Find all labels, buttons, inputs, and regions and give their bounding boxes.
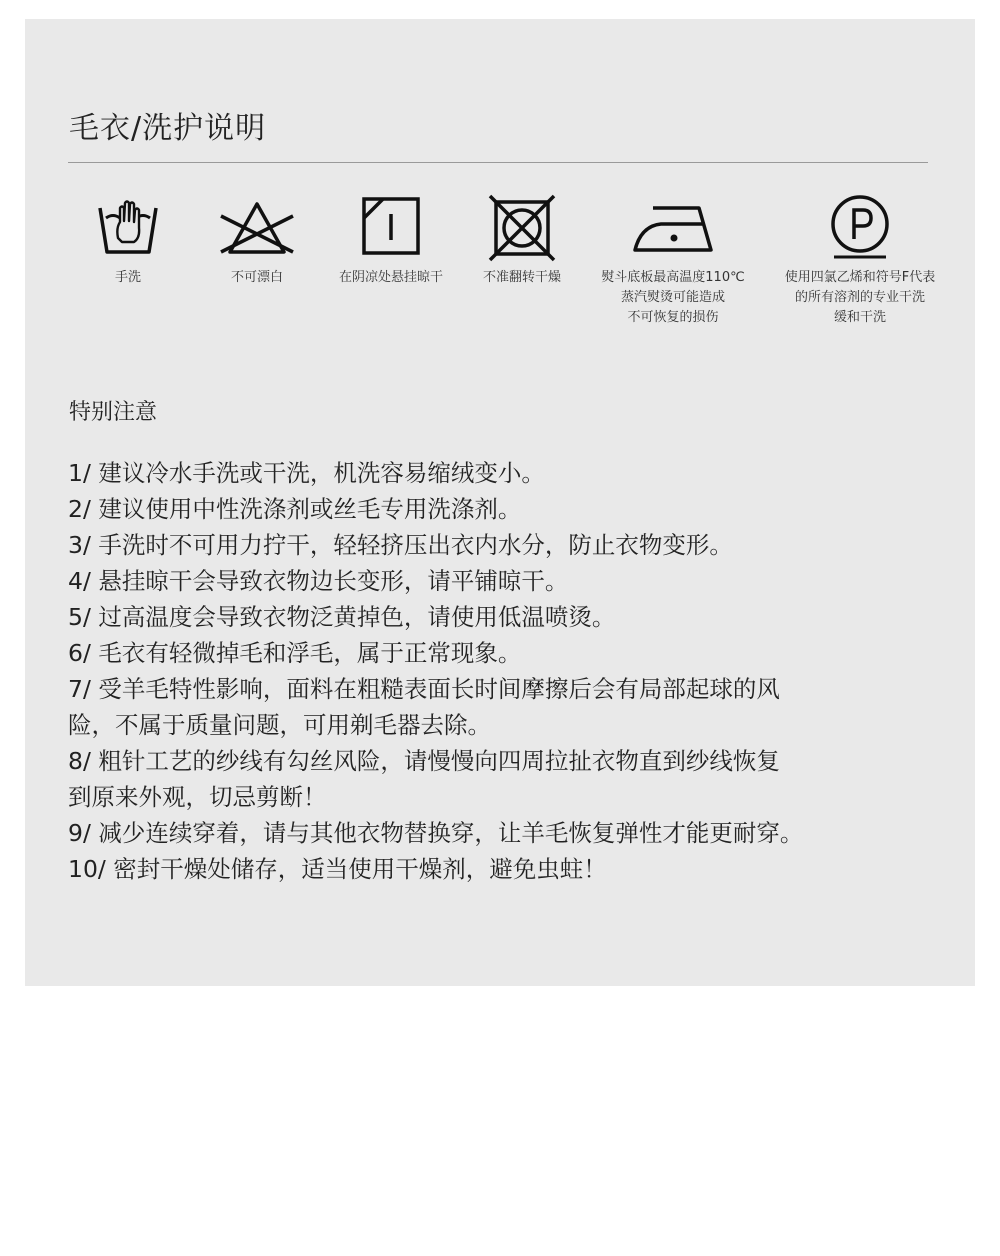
note-line: 3/ 手洗时不可用力拧干，轻轻挤压出衣内水分，防止衣物变形。 — [68, 531, 733, 559]
hand-wash-icon — [96, 194, 160, 256]
notes-title: 特别注意 — [69, 400, 158, 425]
no-bleach-icon — [218, 194, 296, 256]
note-line: 5/ 过高温度会导致衣物泛黄掉色，请使用低温喷烫。 — [68, 603, 616, 631]
care-icons-row — [25, 194, 975, 354]
care-item-hand-wash — [68, 194, 188, 288]
note-line: 6/ 毛衣有轻微掉毛和浮毛，属于正常现象。 — [68, 639, 522, 667]
note-line: 8/ 粗针工艺的纱线有勾丝风险，请慢慢向四周拉扯衣物直到纱线恢复 — [68, 747, 780, 775]
care-item-dry-clean-p — [765, 194, 955, 328]
care-label-no-tumble-dry: 不准翻转干燥 — [482, 270, 561, 285]
note-line: 7/ 受羊毛特性影响，面料在粗糙表面长时间摩擦后会有局部起球的风 — [68, 675, 780, 703]
note-line: 9/ 减少连续穿着，请与其他衣物替换穿，让羊毛恢复弹性才能更耐穿。 — [68, 819, 804, 847]
care-label-dry-clean-p: 使用四氯乙烯和符号F代表 的所有溶剂的专业干洗 缓和干洗 — [784, 270, 936, 325]
care-label-no-bleach: 不可漂白 — [230, 270, 283, 285]
dry-clean-p-icon — [828, 194, 892, 260]
note-line: 到原来外观，切忌剪断！ — [68, 783, 327, 811]
care-item-no-tumble-dry — [462, 194, 582, 288]
note-line: 4/ 悬挂晾干会导致衣物边长变形，请平铺晾干。 — [68, 567, 569, 595]
page-title: 毛衣/洗护说明 — [69, 111, 267, 146]
note-line: 险，不属于质量问题，可用剃毛器去除。 — [68, 711, 491, 739]
low-iron-icon — [631, 194, 715, 256]
shade-hang-dry-icon — [359, 194, 423, 256]
care-item-low-iron — [583, 194, 763, 328]
care-label-shade-hang-dry: 在阴凉处悬挂晾干 — [338, 270, 443, 285]
no-tumble-dry-icon — [488, 194, 556, 262]
care-item-shade-hang-dry — [325, 194, 457, 288]
note-line: 2/ 建议使用中性洗涤剂或丝毛专用洗涤剂。 — [68, 495, 522, 523]
care-label-hand-wash: 手洗 — [114, 270, 141, 285]
note-line: 10/ 密封干燥处储存，适当使用干燥剂，避免虫蛀！ — [68, 855, 607, 883]
divider — [68, 162, 928, 163]
care-instructions-panel — [25, 19, 975, 986]
note-line: 1/ 建议冷水手洗或干洗，机洗容易缩绒变小。 — [68, 459, 545, 487]
care-label-low-iron: 熨斗底板最高温度110℃ 蒸汽熨烫可能造成 不可恢复的损伤 — [601, 270, 745, 325]
notes-list — [68, 455, 938, 887]
care-item-no-bleach — [197, 194, 317, 288]
